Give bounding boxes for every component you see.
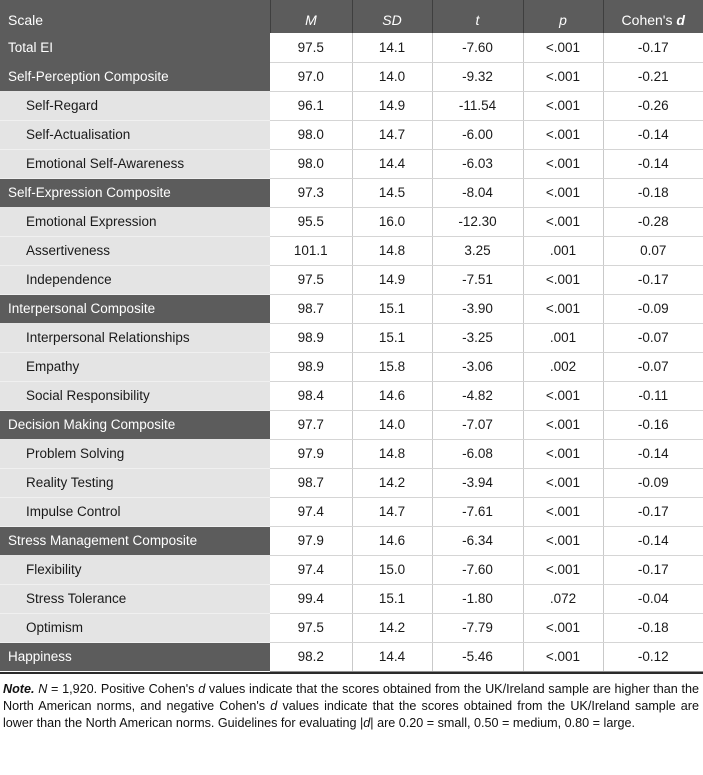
cell-d: -0.26 [603, 91, 703, 120]
cell-t: -7.07 [432, 410, 523, 439]
cell-sd: 14.8 [352, 236, 432, 265]
column-header-sd-label: SD [382, 12, 402, 28]
column-header-scale: Scale [0, 0, 270, 33]
cell-m: 97.5 [270, 33, 352, 62]
table-row [0, 91, 703, 120]
cell-sd: 15.1 [352, 584, 432, 613]
cell-p: <.001 [523, 149, 603, 178]
cell-p: <.001 [523, 207, 603, 236]
cohens-d-symbol: d [676, 12, 685, 28]
table-row [0, 410, 703, 439]
table-row [0, 294, 703, 323]
cell-sd: 14.2 [352, 613, 432, 642]
cell-sd: 14.9 [352, 91, 432, 120]
cell-sd: 14.1 [352, 33, 432, 62]
cell-d: -0.18 [603, 178, 703, 207]
cell-m: 97.5 [270, 613, 352, 642]
row-label: Emotional Self-Awareness [0, 149, 270, 178]
row-label: Happiness [0, 642, 270, 671]
row-label: Emotional Expression [0, 207, 270, 236]
row-label: Interpersonal Relationships [0, 323, 270, 352]
cell-m: 97.3 [270, 178, 352, 207]
cell-sd: 14.0 [352, 62, 432, 91]
table-row [0, 149, 703, 178]
row-label: Independence [0, 265, 270, 294]
cell-sd: 14.4 [352, 149, 432, 178]
cell-d: -0.09 [603, 294, 703, 323]
row-label: Self-Regard [0, 91, 270, 120]
cell-sd: 15.0 [352, 555, 432, 584]
cell-m: 95.5 [270, 207, 352, 236]
cell-t: -7.61 [432, 497, 523, 526]
cell-t: -6.34 [432, 526, 523, 555]
note-label: Note. [3, 681, 35, 696]
cell-sd: 14.8 [352, 439, 432, 468]
cell-sd: 14.6 [352, 526, 432, 555]
cell-p: .002 [523, 352, 603, 381]
cell-t: -3.25 [432, 323, 523, 352]
row-label: Self-Perception Composite [0, 62, 270, 91]
column-header-t [432, 0, 523, 33]
cell-p: <.001 [523, 33, 603, 62]
table-row [0, 265, 703, 294]
cell-d: -0.21 [603, 62, 703, 91]
cell-d: -0.07 [603, 352, 703, 381]
cell-d: -0.04 [603, 584, 703, 613]
row-label: Decision Making Composite [0, 410, 270, 439]
cell-p: <.001 [523, 439, 603, 468]
cell-m: 97.5 [270, 265, 352, 294]
cell-sd: 14.7 [352, 497, 432, 526]
column-header-m [270, 0, 352, 33]
cell-d: 0.07 [603, 236, 703, 265]
cell-sd: 14.2 [352, 468, 432, 497]
cell-t: -5.46 [432, 642, 523, 671]
cell-m: 98.9 [270, 323, 352, 352]
cell-d: -0.11 [603, 381, 703, 410]
cell-d: -0.14 [603, 120, 703, 149]
cell-p: <.001 [523, 294, 603, 323]
cell-d: -0.17 [603, 265, 703, 294]
cell-m: 101.1 [270, 236, 352, 265]
table-row [0, 323, 703, 352]
table-row [0, 207, 703, 236]
cell-sd: 16.0 [352, 207, 432, 236]
cell-m: 97.9 [270, 439, 352, 468]
note-d-symbol-3: d [363, 716, 371, 731]
cell-p: <.001 [523, 468, 603, 497]
cell-t: -7.60 [432, 555, 523, 584]
cell-t: 3.25 [432, 236, 523, 265]
cell-d: -0.14 [603, 149, 703, 178]
cell-sd: 14.4 [352, 642, 432, 671]
cell-p: <.001 [523, 642, 603, 671]
cell-sd: 14.9 [352, 265, 432, 294]
row-label: Interpersonal Composite [0, 294, 270, 323]
cell-d: -0.28 [603, 207, 703, 236]
row-label: Social Responsibility [0, 381, 270, 410]
cell-m: 97.4 [270, 497, 352, 526]
cell-d: -0.12 [603, 642, 703, 671]
cell-t: -6.00 [432, 120, 523, 149]
cell-sd: 14.7 [352, 120, 432, 149]
row-label: Self-Expression Composite [0, 178, 270, 207]
cell-t: -9.32 [432, 62, 523, 91]
cell-t: -8.04 [432, 178, 523, 207]
cell-t: -7.51 [432, 265, 523, 294]
cell-m: 97.9 [270, 526, 352, 555]
cell-d: -0.07 [603, 323, 703, 352]
column-header-m-label: M [305, 12, 317, 28]
row-label: Flexibility [0, 555, 270, 584]
cell-m: 98.7 [270, 294, 352, 323]
cell-d: -0.14 [603, 526, 703, 555]
table-row [0, 439, 703, 468]
note-n-symbol: N [38, 681, 48, 696]
cell-m: 97.4 [270, 555, 352, 584]
cell-sd: 15.1 [352, 294, 432, 323]
cell-t: -12.30 [432, 207, 523, 236]
table-header [0, 0, 703, 33]
cell-m: 97.7 [270, 410, 352, 439]
table-row [0, 555, 703, 584]
row-label: Total EI [0, 33, 270, 62]
row-label: Stress Management Composite [0, 526, 270, 555]
cell-t: -1.80 [432, 584, 523, 613]
cell-t: -11.54 [432, 91, 523, 120]
cell-p: <.001 [523, 555, 603, 584]
table-row [0, 642, 703, 671]
table-row [0, 236, 703, 265]
note-n-value: = 1,920. Positive Cohen's [47, 681, 199, 696]
header-row [0, 0, 703, 33]
table-row [0, 497, 703, 526]
table-note [0, 674, 703, 733]
cell-t: -3.90 [432, 294, 523, 323]
cell-d: -0.18 [603, 613, 703, 642]
cell-p: <.001 [523, 91, 603, 120]
row-label: Empathy [0, 352, 270, 381]
column-header-t-label: t [475, 12, 480, 28]
cell-t: -6.03 [432, 149, 523, 178]
cell-sd: 14.0 [352, 410, 432, 439]
column-header-sd [352, 0, 432, 33]
note-d-symbol-1: d [198, 681, 206, 696]
note-text-2: values indicate that the scores obtained from the UK/Ireland sample are lower than the North American norms. Guidelines for evaluating | [3, 698, 699, 731]
cell-m: 98.2 [270, 642, 352, 671]
cell-t: -3.94 [432, 468, 523, 497]
cell-p: <.001 [523, 410, 603, 439]
cell-m: 96.1 [270, 91, 352, 120]
cell-p: <.001 [523, 62, 603, 91]
table-row [0, 381, 703, 410]
cell-sd: 15.8 [352, 352, 432, 381]
column-header-p-label: p [559, 12, 567, 28]
cell-p: <.001 [523, 178, 603, 207]
cell-p: <.001 [523, 120, 603, 149]
table-row [0, 584, 703, 613]
cell-sd: 14.5 [352, 178, 432, 207]
cell-d: -0.09 [603, 468, 703, 497]
table-row [0, 613, 703, 642]
cell-p: <.001 [523, 497, 603, 526]
cell-t: -3.06 [432, 352, 523, 381]
cell-t: -4.82 [432, 381, 523, 410]
cell-t: -7.79 [432, 613, 523, 642]
table-row [0, 33, 703, 62]
table-row [0, 62, 703, 91]
cell-m: 98.7 [270, 468, 352, 497]
cell-d: -0.17 [603, 497, 703, 526]
table-row [0, 526, 703, 555]
table-row [0, 468, 703, 497]
row-label: Assertiveness [0, 236, 270, 265]
cell-d: -0.16 [603, 410, 703, 439]
cell-m: 97.0 [270, 62, 352, 91]
cell-m: 98.9 [270, 352, 352, 381]
table-row [0, 120, 703, 149]
row-label: Optimism [0, 613, 270, 642]
row-label: Reality Testing [0, 468, 270, 497]
table-body [0, 33, 703, 671]
cell-p: <.001 [523, 526, 603, 555]
cell-sd: 15.1 [352, 323, 432, 352]
cell-m: 98.0 [270, 149, 352, 178]
cell-m: 99.4 [270, 584, 352, 613]
cell-t: -7.60 [432, 33, 523, 62]
cell-p: <.001 [523, 381, 603, 410]
column-header-p [523, 0, 603, 33]
table-row [0, 178, 703, 207]
table-row [0, 352, 703, 381]
column-header-cohens-d: Cohen's d [603, 0, 703, 33]
cell-m: 98.0 [270, 120, 352, 149]
cell-p: <.001 [523, 613, 603, 642]
cell-d: -0.14 [603, 439, 703, 468]
cell-m: 98.4 [270, 381, 352, 410]
note-d-symbol-2: d [270, 698, 278, 713]
note-text-3: | are 0.20 = small, 0.50 = medium, 0.80 = large. [370, 716, 636, 731]
cell-d: -0.17 [603, 555, 703, 584]
row-label: Stress Tolerance [0, 584, 270, 613]
cell-sd: 14.6 [352, 381, 432, 410]
row-label: Impulse Control [0, 497, 270, 526]
cell-d: -0.17 [603, 33, 703, 62]
cell-t: -6.08 [432, 439, 523, 468]
row-label: Self-Actualisation [0, 120, 270, 149]
row-label: Problem Solving [0, 439, 270, 468]
cell-p: .072 [523, 584, 603, 613]
cell-p: .001 [523, 236, 603, 265]
cell-p: <.001 [523, 265, 603, 294]
note-text-1: values indicate that the scores obtained from the UK/Ireland sample are higher than the North American norms, and negative Cohen's [3, 681, 699, 713]
cell-p: .001 [523, 323, 603, 352]
